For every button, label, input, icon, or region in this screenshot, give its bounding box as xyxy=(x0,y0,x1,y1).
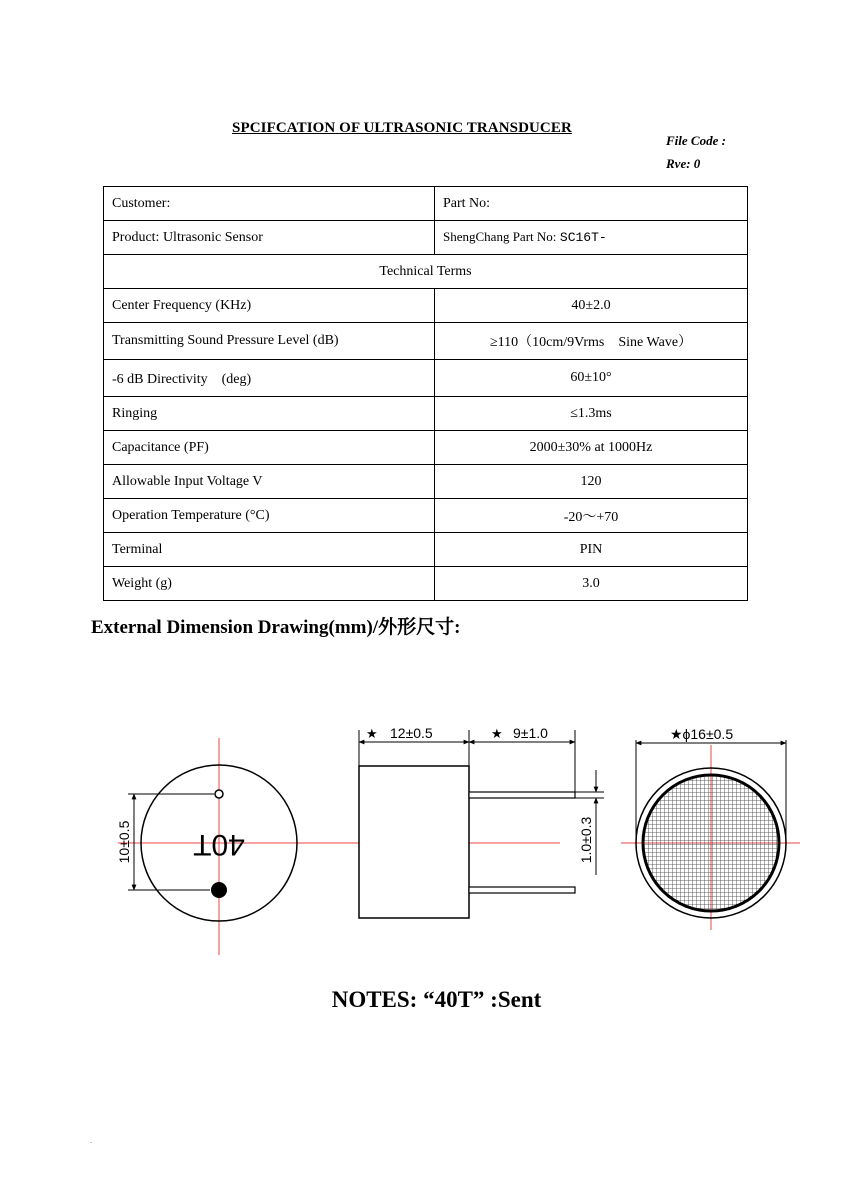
table-row xyxy=(104,431,748,465)
table-row xyxy=(104,323,748,360)
spec-table xyxy=(103,186,748,601)
technical-terms-header: Technical Terms xyxy=(104,255,748,289)
pin-spacing-label: 10±0.5 xyxy=(116,820,132,864)
table-row xyxy=(104,360,748,397)
row-value: 40±2.0 xyxy=(435,289,748,323)
customer-cell: Customer: xyxy=(104,187,435,221)
product-cell: Product: Ultrasonic Sensor xyxy=(104,221,435,255)
table-row xyxy=(104,397,748,431)
row-label: Ringing xyxy=(104,397,435,431)
front-marking: 40T xyxy=(193,828,245,862)
row-value: 2000±30% at 1000Hz xyxy=(435,431,748,465)
diameter-label: ★ϕ16±0.5 xyxy=(670,726,734,742)
body xyxy=(359,766,469,918)
body-height-label: 12±0.5 xyxy=(390,725,433,741)
section-title: External Dimension Drawing(mm)/外形尺寸: xyxy=(91,617,461,638)
table-row xyxy=(104,533,748,567)
row-label: Weight (g) xyxy=(104,567,435,601)
table-row xyxy=(104,289,748,323)
sc-part-cell xyxy=(435,221,748,255)
pin-top xyxy=(469,792,575,798)
pin-bottom xyxy=(469,887,575,893)
table-row xyxy=(104,221,748,255)
table-row xyxy=(104,255,748,289)
row-value: ≥110（10cm/9Vrms Sine Wave） xyxy=(435,323,748,360)
mesh-grille xyxy=(643,775,779,911)
dimension-drawing xyxy=(0,700,851,970)
row-label: Terminal xyxy=(104,533,435,567)
row-label: Transmitting Sound Pressure Level (dB) xyxy=(104,323,435,360)
row-value: 60±10° xyxy=(435,360,748,397)
row-label: Operation Temperature (°C) xyxy=(104,499,435,533)
pin-diameter-label: 1.0±0.3 xyxy=(578,816,594,864)
row-label: -6 dB Directivity (deg) xyxy=(104,360,435,397)
footer-mark: . xyxy=(90,1136,92,1145)
table-row xyxy=(104,567,748,601)
star-mark: ★ xyxy=(366,727,378,742)
side-view xyxy=(322,725,604,918)
row-value: PIN xyxy=(435,533,748,567)
row-label: Center Frequency (KHz) xyxy=(104,289,435,323)
star-mark: ★ xyxy=(491,727,503,742)
table-row xyxy=(104,499,748,533)
document-title: SPCIFCATION OF ULTRASONIC TRANSDUCER xyxy=(232,120,572,136)
row-value: ≤1.3ms xyxy=(435,397,748,431)
row-value: 3.0 xyxy=(435,567,748,601)
top-view xyxy=(621,726,800,930)
pin-hole-top xyxy=(215,790,223,798)
table-row xyxy=(104,465,748,499)
front-view xyxy=(116,738,322,955)
sc-part-value: SC16T- xyxy=(559,230,607,245)
sc-part-prefix: ShengChang Part No: xyxy=(443,229,557,244)
row-value: 120 xyxy=(435,465,748,499)
table-row xyxy=(104,187,748,221)
row-label: Allowable Input Voltage V xyxy=(104,465,435,499)
row-value: -20～+70 xyxy=(435,499,748,533)
file-code: File Code : xyxy=(666,133,726,148)
revision: Rve: 0 xyxy=(666,156,701,171)
pin-hole-bottom xyxy=(211,882,227,898)
part-no-cell: Part No: xyxy=(435,187,748,221)
row-label: Capacitance (PF) xyxy=(104,431,435,465)
pin-length-label: 9±1.0 xyxy=(513,725,548,741)
notes: NOTES: “40T” :Sent xyxy=(331,987,542,1012)
